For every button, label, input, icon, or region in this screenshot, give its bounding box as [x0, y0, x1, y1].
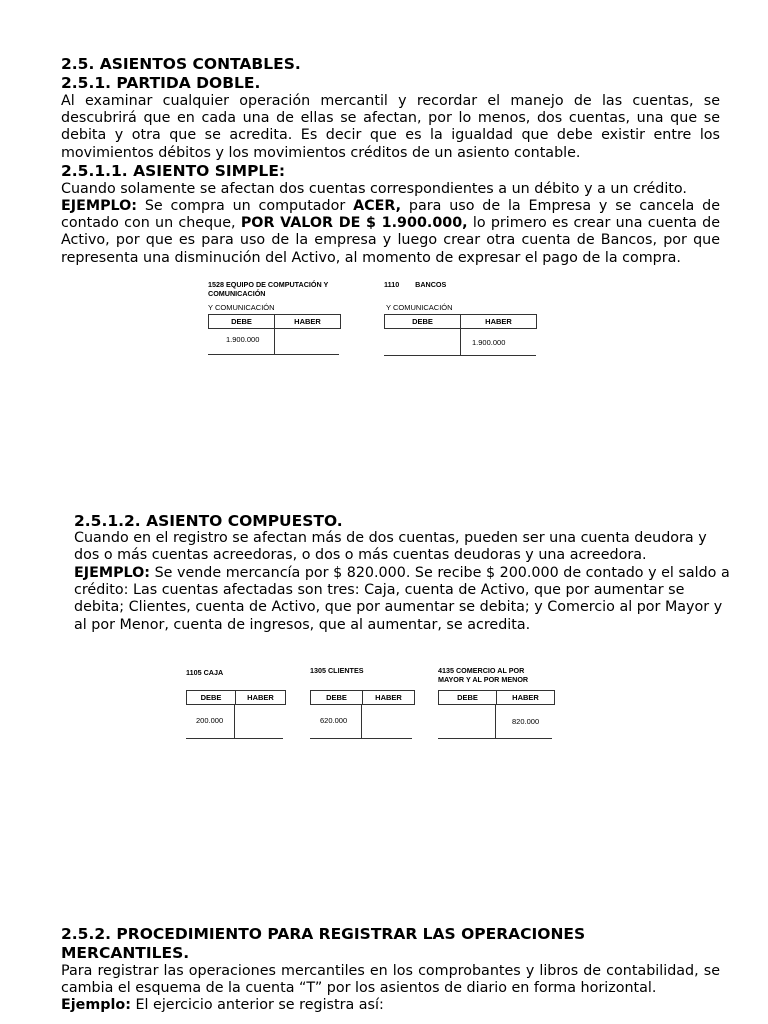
t-account-divider [495, 704, 496, 738]
debe-header: DEBE [311, 691, 363, 704]
t-account-base [208, 354, 339, 355]
haber-value: 820.000 [512, 717, 540, 726]
paragraph-procedimiento: Para registrar las operaciones mercantiles en los comprobantes y libros de contabilidad, se cambia el esquema de la cuenta “T” por los asientos de diario en forma horizontal. [61, 963, 720, 997]
ejemplo-bold-acer: ACER, [353, 198, 402, 214]
t-account-base [186, 738, 283, 739]
t-account-caja [186, 668, 296, 748]
debe-header: DEBE [187, 691, 236, 704]
debe-value: 620.000 [320, 716, 348, 725]
t-account-base [310, 738, 412, 739]
t-account-divider [234, 704, 235, 738]
ejemplo-text-2: para uso de la Empresa y se cancela de contado con un cheque, [61, 198, 721, 232]
debe-header: DEBE [209, 315, 275, 328]
debe-value: 200.000 [196, 716, 224, 725]
t-account-title: 4135 COMERCIO AL POR MAYOR Y AL POR MENOR [438, 666, 529, 684]
t-account-clientes [310, 666, 425, 746]
t-account-title: 1528 EQUIPO DE COMPUTACIÓN Y COMUNICACIÓN [208, 280, 329, 298]
paragraph-asiento-simple: Cuando solamente se afectan dos cuentas correspondientes a un débito y a un crédito. [61, 181, 687, 197]
heading-partida-doble: 2.5.1. PARTIDA DOBLE. [61, 74, 261, 92]
haber-header: HABER [485, 317, 512, 326]
haber-header: HABER [247, 693, 274, 702]
debe-header: DEBE [439, 691, 497, 704]
paragraph-ejemplo-procedimiento [61, 997, 721, 1014]
paragraph-partida-doble: Al examinar cualquier operación mercantil y recordar el manejo de las cuentas, se descubrirá que en cada una de ellas se afectan, por lo menos, dos cuentas, una que se debita y otra que se acredita. Es decir que es la igualdad que debe existir entre los movimientos débitos y los movimientos créditos de un asiento contable. [61, 93, 720, 161]
haber-header: HABER [294, 317, 321, 326]
ejemplo-label: EJEMPLO: [74, 565, 151, 581]
paragraph-asiento-compuesto: Cuando en el registro se afectan más de dos cuentas, pueden ser una cuenta deudora y dos o más cuentas acreedoras, o dos o más cuentas deudoras y una acreedora. [74, 530, 707, 564]
haber-value: 1.900.000 [472, 338, 506, 347]
debe-value: 1.900.000 [226, 335, 260, 344]
t-account-header [186, 690, 286, 705]
heading-asientos-contables: 2.5. ASIENTOS CONTABLES. [61, 55, 301, 73]
t-account-title: 1105 CAJA [186, 668, 224, 677]
t-account-divider [460, 328, 461, 355]
ejemplo-label: EJEMPLO: [61, 198, 138, 214]
haber-header: HABER [512, 693, 539, 702]
t-account-base [384, 355, 536, 356]
paragraph-ejemplo-compuesto [74, 565, 734, 634]
t-account-subtitle: Y COMUNICACIÓN [208, 303, 275, 312]
ejemplo-bold-valor: POR VALOR DE $ 1.900.000, [240, 215, 468, 232]
paragraph-ejemplo-simple [61, 198, 720, 267]
t-account-header [438, 690, 555, 705]
t-account-comercio [438, 666, 563, 746]
t-account-subtitle: Y COMUNICACIÓN [386, 303, 453, 312]
t-account-header [384, 314, 537, 329]
ejemplo-text: El ejercicio anterior se registra así: [130, 997, 384, 1013]
heading-asiento-compuesto: 2.5.1.2. ASIENTO COMPUESTO. [74, 512, 343, 530]
t-account-header [310, 690, 415, 705]
t-account-divider [274, 328, 275, 354]
debe-header: DEBE [385, 315, 461, 328]
t-account-equipo [208, 280, 348, 360]
t-account-base [438, 738, 552, 739]
t-account-bancos [384, 280, 544, 360]
t-account-header [208, 314, 341, 329]
ejemplo-label: Ejemplo: [61, 997, 131, 1013]
heading-procedimiento: 2.5.2. PROCEDIMIENTO PARA REGISTRAR LAS OPERACIONES MERCANTILES. [61, 925, 586, 962]
t-account-divider [361, 704, 362, 738]
t-account-title: 1305 CLIENTES [310, 666, 364, 675]
haber-header: HABER [375, 693, 402, 702]
t-account-title: 1110 BANCOS [384, 280, 447, 289]
ejemplo-text: Se vende mercancía por $ 820.000. Se recibe $ 200.000 de contado y el saldo a crédito: Las cuentas afectadas son tres: Caja, cuenta de Activo, que por aumentar se debita; Clientes, cuenta de Activo, que por aumentar se debita; y Comercio al por Mayor y al por Menor, cuenta de ingresos, que al aumentar, se acredita. [74, 565, 730, 633]
ejemplo-text-1: Se compra un computador [137, 198, 354, 214]
heading-asiento-simple: 2.5.1.1. ASIENTO SIMPLE: [61, 162, 286, 180]
ejemplo-text-3: lo primero es crear una cuenta de Activo, por que es para uso de la empresa y luego crear otra cuenta de Bancos, por que representa una disminución del Activo, al momento de expresar el pago de la compra. [61, 215, 720, 266]
